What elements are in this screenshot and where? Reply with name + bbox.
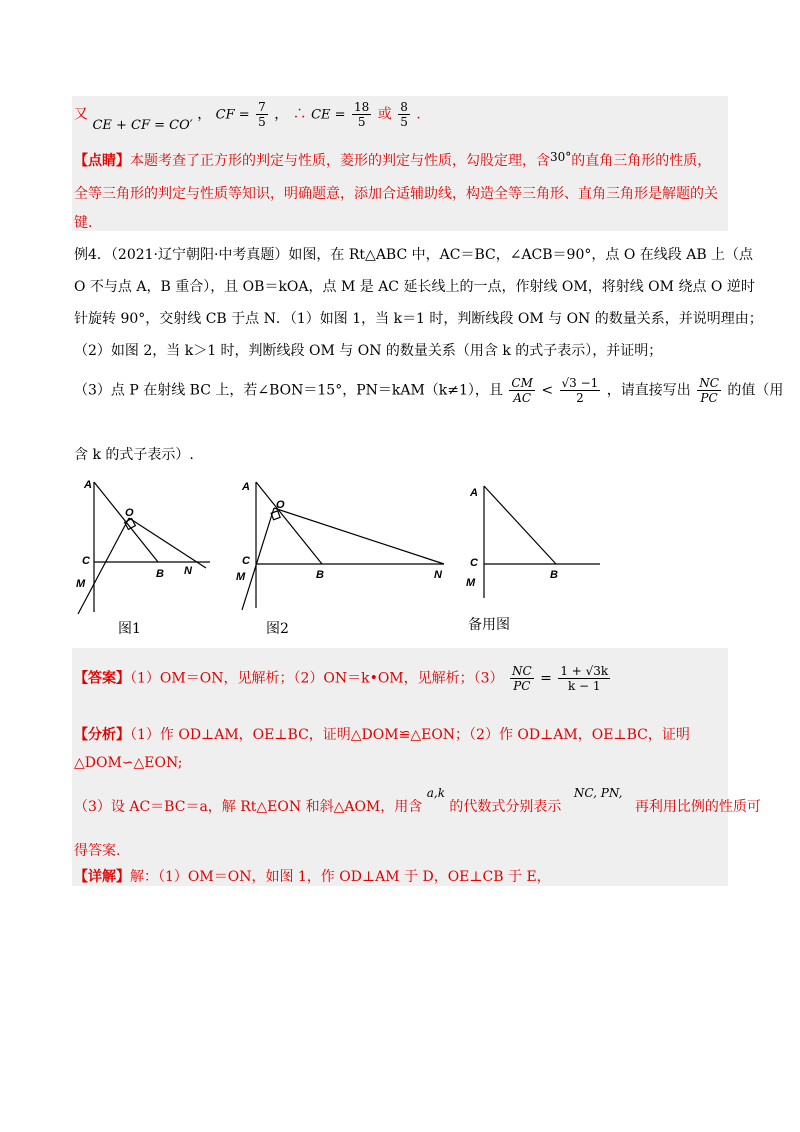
problem-line-6: 含 k 的式子表示）. — [74, 447, 194, 463]
comment-line-1 — [74, 150, 711, 170]
comment-text-1a: 本题考查了正方形的判定与性质，菱形的判定与性质，勾股定理，含 — [130, 153, 550, 169]
figure-2-diagram — [232, 474, 452, 622]
label-c: C — [470, 557, 478, 569]
nc-pn-variables: NC, PN, — [573, 786, 623, 800]
comment-tag: 【点睛】 — [74, 153, 130, 169]
label-m: M — [76, 578, 86, 590]
figure-1-diagram — [70, 474, 220, 622]
comment-text-1b: 的直角三角形的性质， — [571, 153, 712, 169]
label-m: M — [466, 577, 476, 589]
analysis-line-4: 得答案. — [74, 843, 121, 859]
problem-line-1: 例4．（2021·辽宁朝阳·中考真题）如图，在 Rt△ABC 中，AC＝BC，∠ACB＝90°，点 O 在线段 AB 上（点 — [74, 247, 754, 263]
you-text: 又 — [74, 106, 88, 123]
or-text: 或 — [377, 106, 392, 123]
label-c: C — [242, 555, 250, 567]
problem-line-3: 针旋转 90°，交射线 CB 于点 N．（1）如图 1，当 k＝1 时，判断线段 OM 与 ON 的数量关系，并说明理由； — [74, 311, 763, 327]
equation-ce-lhs: CE = — [311, 107, 346, 123]
equation-line: 又 CE + CF = CO′ ， CF = $\frac{7}{5}$ ， ∴ CE = $\frac{18}{5}$ 或 $\frac{8}{5}$ . — [74, 100, 421, 133]
therefore-symbol: ∴ — [292, 106, 307, 123]
label-b: B — [550, 569, 558, 581]
equation-ce-cf: CE + CF = CO′ — [92, 117, 193, 133]
detail-tag: 【详解】 — [74, 869, 130, 885]
detail-line: 【详解】解：（1）OM＝ON，如图 1，作 OD⊥AM 于 D，OE⊥CB 于 E， — [74, 869, 551, 885]
fraction-7-5: $\frac{7}{5}$ — [258, 100, 266, 129]
figure-1-caption: 图1 — [118, 621, 141, 637]
comment-line-3: 键. — [74, 215, 93, 231]
analysis-line-3: （3）设 AC＝BC＝a，解 Rt△EON 和斜△AOM，用含 a,k 的代数式分别表示 NC, PN, 再利用比例的性质可 — [74, 786, 761, 815]
label-n: N — [184, 565, 192, 577]
fraction-8-5: $\frac{8}{5}$ — [400, 100, 408, 129]
label-a: A — [242, 481, 250, 493]
fraction-sqrt3-minus1-over-2: $\frac{√3 -1}{2}$ — [561, 376, 599, 405]
answer-text: （1）OM＝ON，见解析；（2）ON＝k•OM，见解析；（3） — [130, 670, 504, 687]
label-o: O — [276, 499, 285, 511]
analysis-line-2: △DOM∽△EON; — [74, 755, 183, 771]
analysis-tag: 【分析】 — [74, 727, 130, 743]
problem-line-4: （2）如图 2，当 k＞1 时，判断线段 OM 与 ON 的数量关系（用含 k 的式子表示），并证明； — [74, 343, 663, 359]
label-n: N — [434, 569, 442, 581]
problem-line-2: O 不与点 A，B 重合），且 OB＝kOA，点 M 是 AC 延长线上的一点，作射线 OM，将射线 OM 绕点 O 逆时 — [74, 279, 755, 295]
label-m: M — [236, 571, 246, 583]
label-o: O — [125, 507, 134, 519]
label-b: B — [316, 569, 324, 581]
answer-tag: 【答案】 — [74, 670, 130, 687]
comment-line-2: 全等三角形的判定与性质等知识，明确题意，添加合适辅助线，构造全等三角形、直角三角形是解题的关 — [74, 186, 718, 202]
equation-cf-lhs: CF = — [215, 107, 250, 123]
label-c: C — [82, 555, 90, 567]
label-a: A — [84, 479, 92, 491]
fraction-18-5: $\frac{18}{5}$ — [354, 100, 370, 129]
a-k-variables: a,k — [426, 786, 445, 800]
label-b: B — [156, 568, 164, 580]
answer-fraction-nc-pc: $\frac{NC}{PC}$ — [512, 664, 532, 693]
figure-2-caption: 图2 — [266, 621, 289, 637]
comment-degree: 30° — [550, 150, 572, 164]
answer-fraction-result: $\frac{1 + √3k}{k - 1}$ — [560, 664, 609, 693]
answer-line: 【答案】（1）OM＝ON，见解析；（2）ON＝k•OM，见解析；（3） $\frac{NC}{PC}$ = $\frac{1 + √3k}{k - 1}$ — [74, 664, 609, 693]
fraction-cm-ac: $\frac{CM}{AC}$ — [511, 376, 533, 405]
label-a: A — [470, 487, 478, 499]
analysis-line-1: 【分析】（1）作 OD⊥AM，OE⊥BC，证明△DOM≌△EON；（2）作 OD⊥AM，OE⊥BC，证明 — [74, 727, 690, 743]
spare-figure-caption: 备用图 — [468, 617, 510, 633]
fraction-nc-pc: $\frac{NC}{PC}$ — [699, 376, 719, 405]
spare-figure-diagram — [460, 474, 610, 614]
problem-line-5: （3）点 P 在射线 BC 上，若∠BON＝15°，PN＝kAM（k≠1），且 $\frac{CM}{AC}$ < $\frac{√3 -1}{2}$ ，请直接写出 $\frac{NC}{PC}$ 的值（用 — [74, 376, 784, 405]
